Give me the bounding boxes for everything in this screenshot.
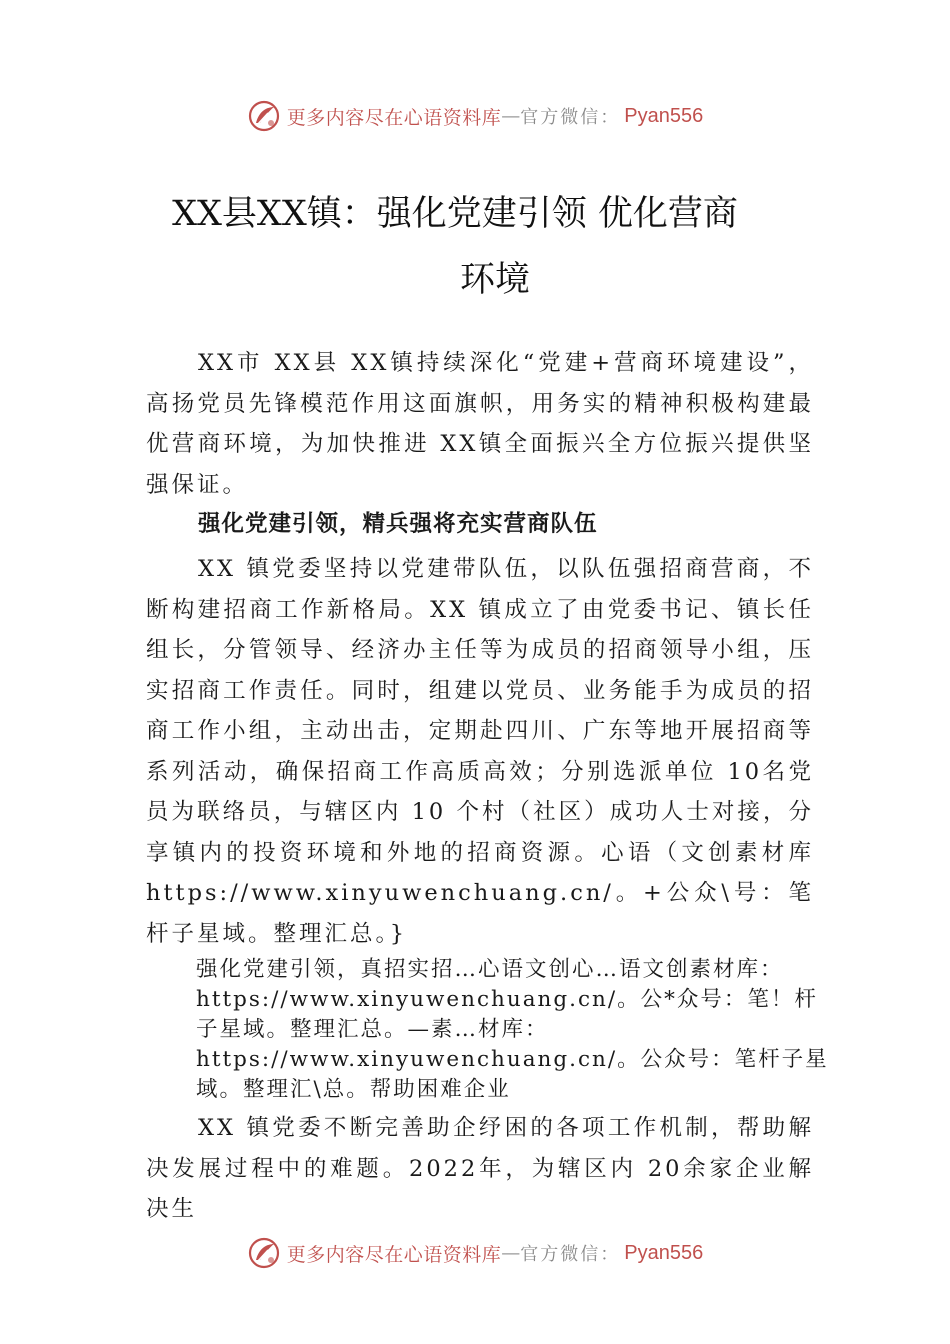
wechat-label: 官方微信： [520, 107, 621, 128]
wechat-id: Pyan556 [624, 1241, 704, 1264]
paragraph-team: XX 镇党委坚持以党建带队伍，以队伍强招商营商，不断构建招商工作新格局。XX 镇成立了由党委书记、镇长任组长，分管领导、经济办主任等为成员的招商领导小组，压实招商工作责任。同时，组建以党员、业务能手为成员的招商工作小组，主动出击，定期赴四川、广东等地开展招商等系列活动，确保招商工作高质高效；分别选派单位 10名党员为联络员，与辖区内 10 个村（社区）成功人士对接，分享镇内的投资环境和外地的招商资源。心语（文创素材库https://www.xinyuwenchuang.cn/。+公众\号：笔杆子星域。整理汇总。} [146, 556, 814, 947]
footer-banner [0, 1233, 950, 1273]
paragraph-support: XX 镇党委不断完善助企纾困的各项工作机制，帮助解决发展过程中的难题。2022年，为辖区内 20余家企业解决生 [146, 1115, 814, 1222]
section-heading: 强化党建引领，精兵强将充实营商队伍 [198, 511, 598, 537]
document-title-line2: 环境 [459, 260, 530, 300]
document-title-line1: XX县XX镇：强化党建引领 优化营商 [172, 194, 738, 234]
paragraph-watermarked: 强化党建引领，真招实招…心语文创心…语文创素材库：https://www.xinyuwenchuang.cn/。公*众号：笔！杆子星域。整理汇总。—素…材库：https://www.xinyuwenchuang.cn/。公众号：笔杆子星域。整理汇\总。帮助困难企业 [196, 957, 829, 1102]
xinyu-logo-icon [247, 1236, 281, 1270]
banner-text: 更多内容尽在心语资料库 [286, 1243, 502, 1266]
banner-separator: — [501, 105, 521, 127]
wechat-id: Pyan556 [624, 104, 704, 127]
header-banner [0, 96, 950, 136]
wechat-label: 官方微信： [520, 1244, 621, 1265]
paragraph-intro: XX市 XX县 XX镇持续深化“党建+营商环境建设”，高扬党员先锋模范作用这面旗帜，用务实的精神积极构建最优营商环境，为加快推进 XX镇全面振兴全方位振兴提供坚强保证。 [146, 350, 814, 498]
banner-text: 更多内容尽在心语资料库 [286, 106, 502, 129]
banner-separator: — [501, 1242, 521, 1264]
xinyu-logo-icon [247, 99, 281, 133]
